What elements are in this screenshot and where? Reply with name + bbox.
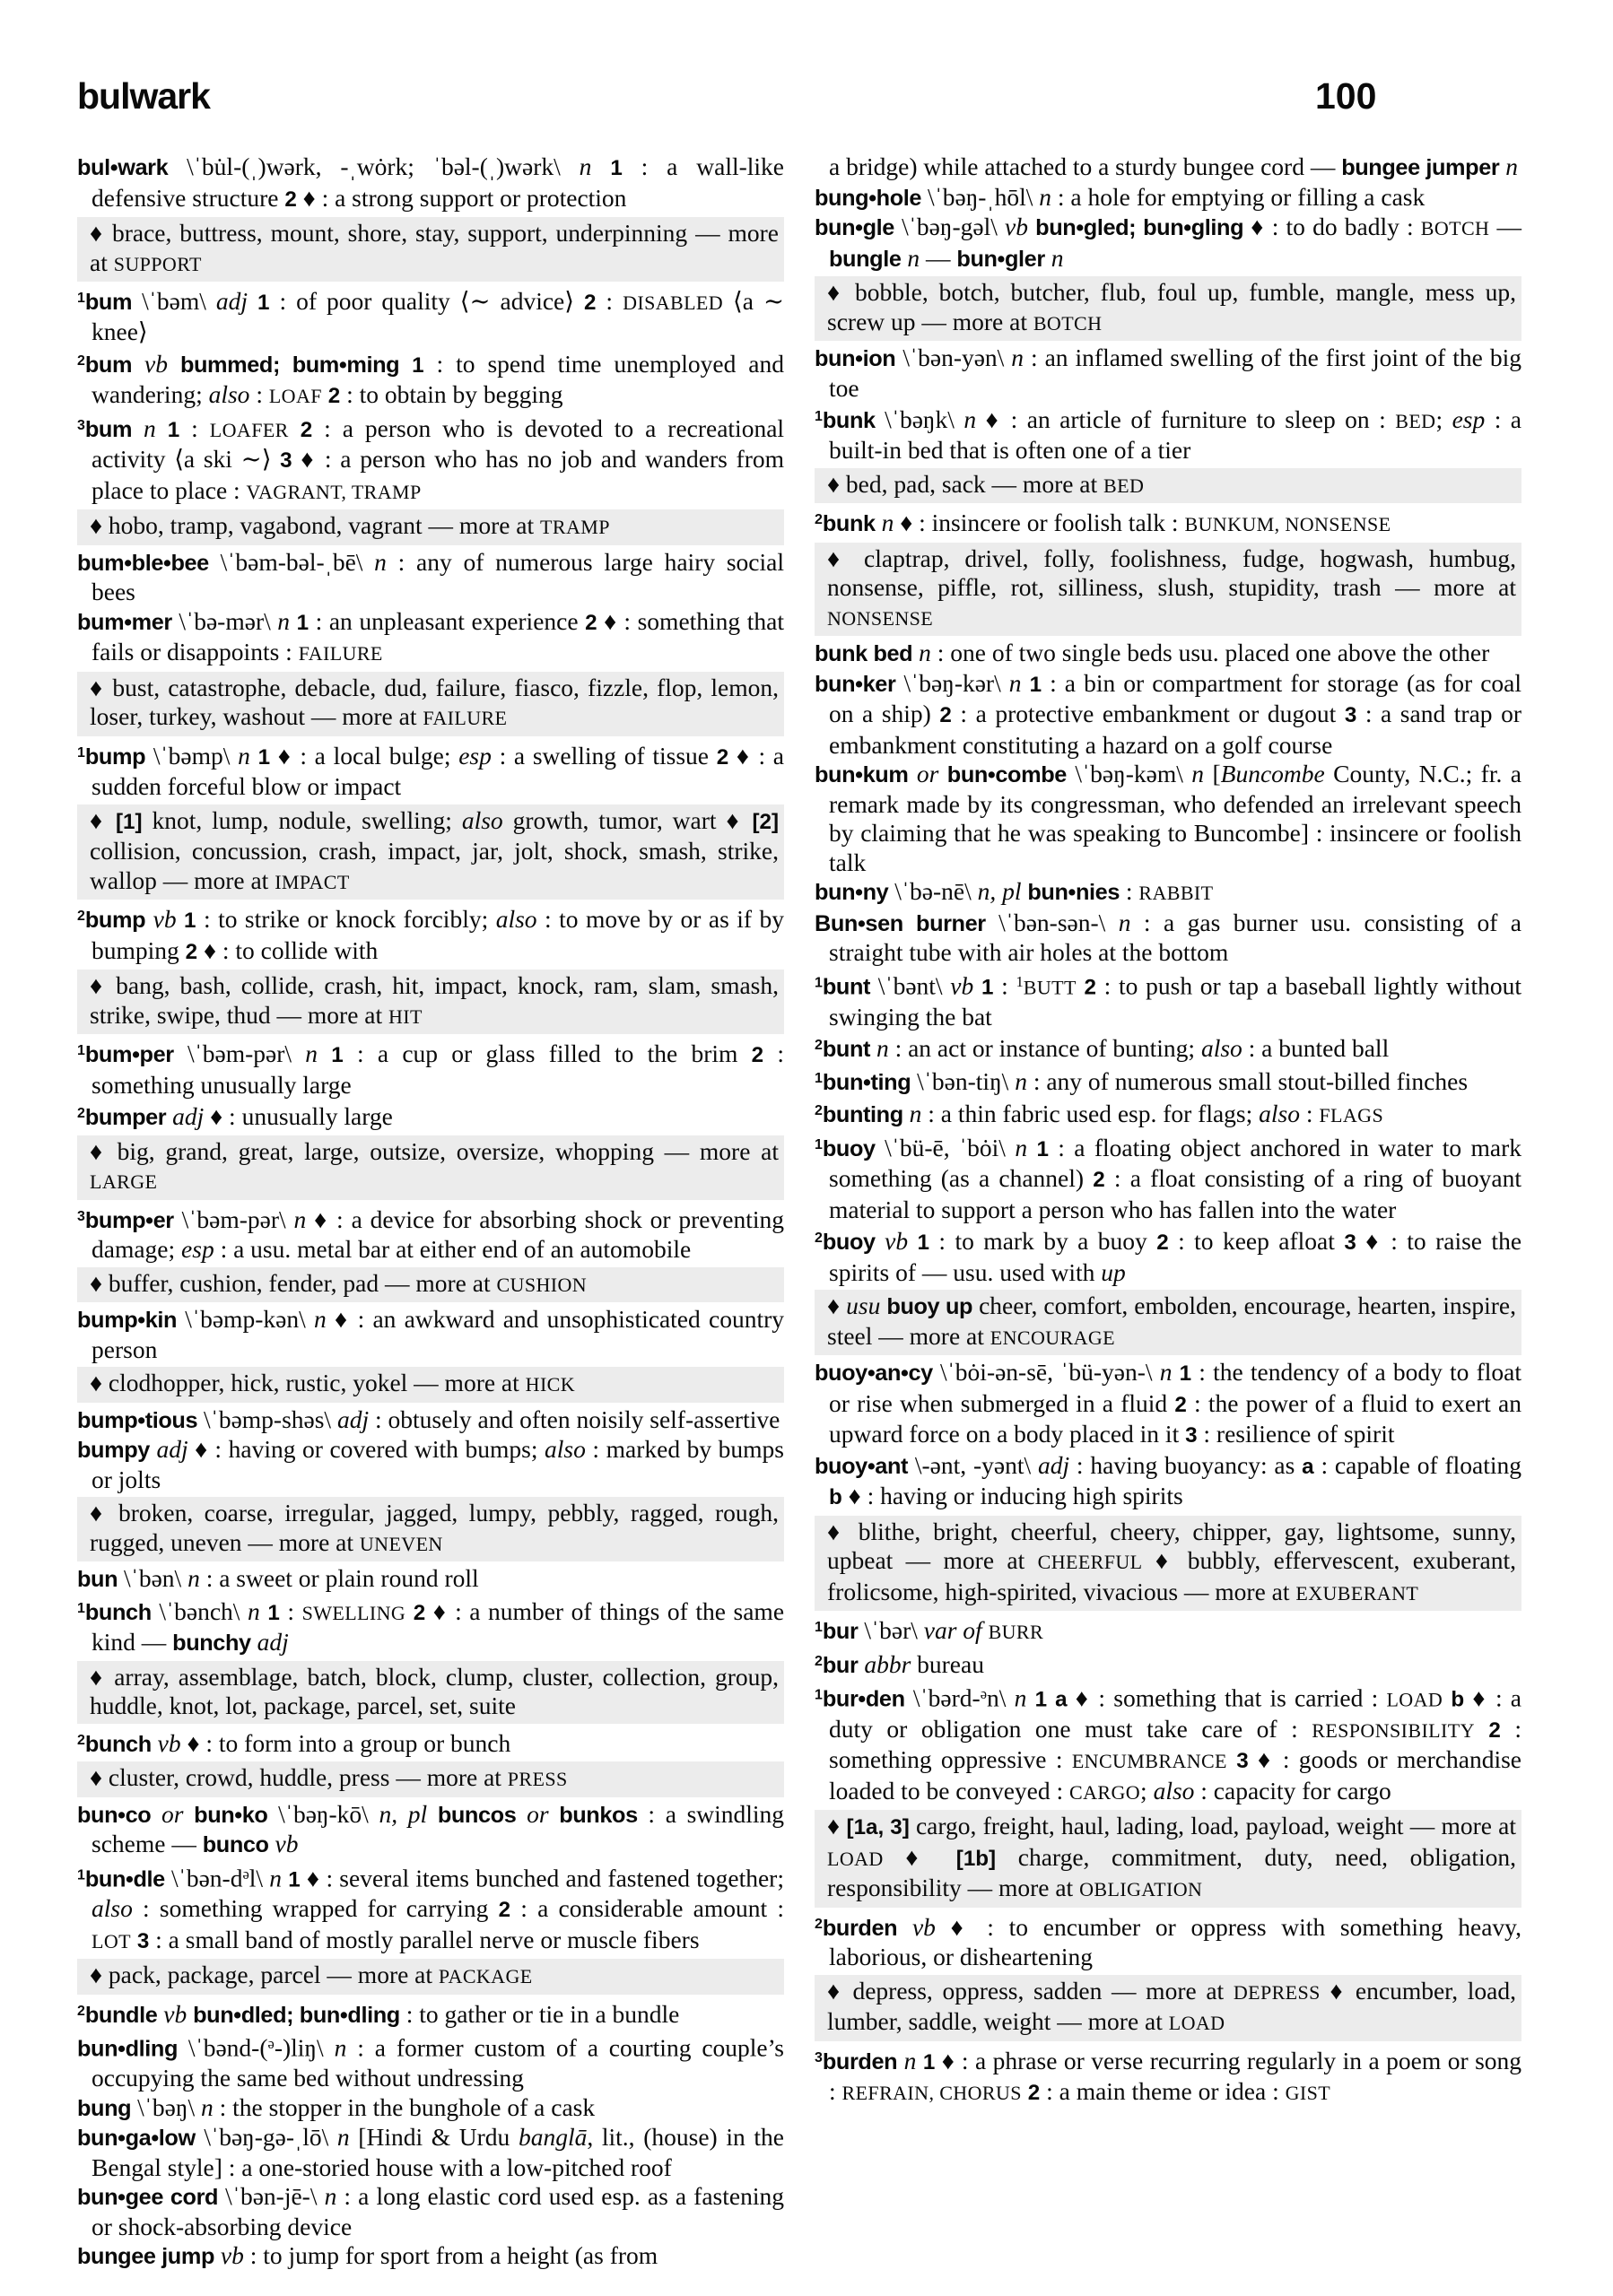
- synonym-paragraph: ♦ hobo, tramp, vagabond, vagrant — more at TRAMP: [77, 509, 784, 545]
- synonym-paragraph: ♦ bobble, botch, butcher, flub, foul up, fumble, mangle, mess up, screw up — more at BOTCH: [815, 276, 1521, 341]
- synonym-paragraph: ♦ clodhopper, hick, rustic, yokel — more at HICK: [77, 1367, 784, 1403]
- synonym-paragraph: ♦ broken, coarse, irregular, jagged, lumpy, pebbly, ragged, rough, rugged, uneven — more at UNEVEN: [77, 1497, 784, 1561]
- dictionary-entry: $^3$bum n 1 : LOAFER 2 : a person who is devoted to a recreational activity ⟨a ski ∼⟩ 3 ♦ : a person who has no job and wanders from place to place : VAGRANT, TRAMP: [77, 413, 785, 504]
- dictionary-entry: $^2$bunch vb ♦ : to form into a group or bunch: [77, 1728, 511, 1757]
- dictionary-entry: bun•dling \ˈbənd-($^ə$-)liŋ\ n : a former custom of a courting couple’s occupying the same bed without undressing: [77, 2033, 784, 2092]
- dictionary-entry: bunk bed n : one of two single beds usu. placed one above the other: [815, 639, 1490, 667]
- dictionary-entry: $^1$bunch \ˈbənch\ n 1 : SWELLING 2 ♦ : a number of things of the same kind — bunchy adj: [77, 1596, 785, 1657]
- dictionary-entry: bun•ga•low \ˈbəŋ-gə-ˌlō\ n [Hindi & Urdu banglā, lit., (house) in the Bengal style] : a one-storied house with a low-pitched roof: [77, 2123, 784, 2181]
- dictionary-entry: bung \ˈbəŋ\ n : the stopper in the bunghole of a cask: [77, 2092, 596, 2121]
- synonym-paragraph: ♦ big, grand, great, large, outsize, oversize, whopping — more at LARGE: [77, 1135, 784, 1200]
- page-header: [77, 75, 1521, 133]
- synonym-paragraph: ♦ blithe, bright, cheerful, cheery, chipper, gay, lightsome, sunny, upbeat — more at CHEERFUL ♦ bubbly, effervescent, exuberant, frolicsome, high-spirited, vivacious — more at EXUBERANT: [815, 1516, 1521, 1612]
- dictionary-entry: $^1$bun•ting \ˈbən-tiŋ\ n : any of numerous small stout-billed finches: [815, 1066, 1469, 1095]
- dictionary-entry: $^2$bunting n : a thin fabric used esp. for flags; also : FLAGS: [815, 1100, 1384, 1128]
- synonym-paragraph: ♦ usu buoy up cheer, comfort, embolden, encourage, hearten, inspire, steel — more at ENCOURAGE: [815, 1290, 1521, 1355]
- dictionary-entry: $^2$bumper adj ♦ : unusually large: [77, 1102, 393, 1131]
- dictionary-entry: buoy•an•cy \ˈbȯi-ən-sē, ˈbü-yən-\ n 1 : the tendency of a body to float or rise when submerged in a fluid 2 : the power of a fluid to exert an upward force on a body placed in it 3 : resilience of spirit: [815, 1358, 1522, 1448]
- synonym-paragraph: ♦ [1] knot, lump, nodule, swelling; also growth, tumor, wart ♦ [2] collision, concussion, crash, impact, jar, jolt, shock, smash, strike, wallop — more at IMPACT: [77, 804, 784, 900]
- dictionary-entry: $^2$bum vb bummed; bum•ming 1 : to spend time unemployed and wandering; also : LOAF 2 : to obtain by begging: [77, 349, 785, 409]
- dictionary-entry: $^2$bundle vb bun•dled; bun•dling : to gather or tie in a bundle: [77, 1999, 680, 2028]
- synonym-paragraph: ♦ bed, pad, sack — more at BED: [815, 468, 1521, 504]
- synonym-paragraph: ♦ buffer, cushion, fender, pad — more at CUSHION: [77, 1267, 784, 1303]
- dictionary-entry: $^1$bunt \ˈbənt\ vb 1 : $^1$BUTT 2 : to push or tap a baseball lightly without swinging the bat: [815, 971, 1522, 1031]
- dictionary-entry: bun•gle \ˈbəŋ-gəl\ vb bun•gled; bun•gling ♦ : to do badly : BOTCH — bungle n — bun•gler n: [815, 213, 1521, 272]
- left-column: [77, 152, 784, 2272]
- synonym-paragraph: ♦ depress, oppress, sadden — more at DEPRESS ♦ encumber, load, lumber, saddle, weight — more at LOAD: [815, 1975, 1521, 2041]
- synonym-paragraph: ♦ [1a, 3] cargo, freight, haul, lading, load, payload, weight — more at LOAD ♦ [1b] charge, commitment, duty, need, obligation, responsibility — more at OBLIGATION: [815, 1810, 1521, 1908]
- dictionary-entry: $^1$buoy \ˈbü-ē, ˈbȯi\ n 1 : a floating object anchored in water to mark something (as a channel) 2 : a float consisting of a ring of buoyant material to support a person who has fallen into the water: [815, 1133, 1522, 1223]
- entry-continuation: a bridge) while attached to a sturdy bungee cord — bungee jumper n: [829, 152, 1518, 180]
- synonym-paragraph: ♦ bang, bash, collide, crash, hit, impact, knock, ram, slam, smash, strike, swipe, thud — more at HIT: [77, 970, 784, 1034]
- dictionary-entry: $^1$bur \ˈbər\ var of BURR: [815, 1616, 1044, 1644]
- dictionary-entry: bum•mer \ˈbə-mər\ n 1 : an unpleasant experience 2 ♦ : something that fails or disappoints : FAILURE: [77, 606, 784, 666]
- dictionary-entry: $^2$bur abbr bureau: [815, 1649, 984, 1678]
- dictionary-entry: bum•ble•bee \ˈbəm-bəl-ˌbē\ n : any of numerous large hairy social bees: [77, 547, 784, 606]
- dictionary-entry: bumpy adj ♦ : having or covered with bumps; also : marked by bumps or jolts: [77, 1435, 785, 1493]
- dictionary-entry: bun•kum or bun•combe \ˈbəŋ-kəm\ n [Buncombe County, N.C.; fr. a remark made by its congressman, who defended an irrelevant speech by claiming that he was speaking to Buncombe] : insincere or foolish talk: [815, 760, 1521, 876]
- dictionary-entry: $^1$bum \ˈbəm\ adj 1 : of poor quality ⟨∼ advice⟩ 2 : DISABLED ⟨a ∼ knee⟩: [77, 286, 785, 346]
- dictionary-entry: bun•co or bun•ko \ˈbəŋ-kō\ n, pl buncos or bunkos : a swindling scheme — bunco vb: [77, 1799, 785, 1858]
- dictionary-entry: bun•gee cord \ˈbən-jē-\ n : a long elastic cord used esp. as a fastening or shock-absorbing device: [77, 2182, 784, 2240]
- dictionary-entry: $^3$bump•er \ˈbəm-pər\ n ♦ : a device for absorbing shock or preventing damage; esp : a usu. metal bar at either end of an automobile: [77, 1205, 784, 1264]
- dictionary-entry: $^2$burden vb ♦ : to encumber or oppress with something heavy, laborious, or disheartening: [815, 1912, 1521, 1971]
- synonym-paragraph: ♦ claptrap, drivel, folly, foolishness, fudge, hogwash, humbug, nonsense, piffle, rot, silliness, slush, stupidity, trash — more at NONSENSE: [815, 543, 1521, 637]
- dictionary-entry: Bun•sen burner \ˈbən-sən-\ n : a gas burner usu. consisting of a straight tube with air holes at the bottom: [815, 908, 1521, 967]
- page-number: 100: [1315, 75, 1377, 117]
- dictionary-entry: $^1$bur•den \ˈbərd-$^ə$n\ n 1 a ♦ : something that is carried : LOAD b ♦ : a duty or obligation one must take care of : RESPONSIBILITY 2 : something oppressive : ENCUMBRANCE 3 ♦ : goods or merchandise loaded to be conveyed : CARGO; also : capacity for cargo: [815, 1683, 1522, 1805]
- dictionary-entry: $^1$bunk \ˈbəŋk\ n ♦ : an article of furniture to sleep on : BED; esp : a built-in bed that is often one of a tier: [815, 404, 1521, 465]
- guide-word: bulwark: [77, 75, 210, 117]
- synonym-paragraph: ♦ brace, buttress, mount, shore, stay, support, underpinning — more at SUPPORT: [77, 217, 784, 282]
- dictionary-entry: $^3$burden n 1 ♦ : a phrase or verse recurring regularly in a poem or song : REFRAIN, CHORUS 2 : a main theme or idea : GIST: [815, 2046, 1522, 2106]
- dictionary-entry: bump•tious \ˈbəmp-shəs\ adj : obtusely and often noisily self-assertive: [77, 1405, 780, 1433]
- right-column: [815, 152, 1521, 2272]
- dictionary-entry: $^1$bump \ˈbəmp\ n 1 ♦ : a local bulge; esp : a swelling of tissue 2 ♦ : a sudden forceful blow or impact: [77, 741, 784, 801]
- dictionary-entry: bungee jump vb : to jump for sport from a height (as from: [77, 2241, 658, 2270]
- synonym-paragraph: ♦ pack, package, parcel — more at PACKAGE: [77, 1959, 784, 1995]
- dictionary-entry: bun•ker \ˈbəŋ-kər\ n 1 : a bin or compartment for storage (as for coal on a ship) 2 : a protective embankment or dugout 3 : a sand trap or embankment constituting a hazard on a golf course: [815, 668, 1521, 759]
- synonym-paragraph: ♦ cluster, crowd, huddle, press — more at PRESS: [77, 1761, 784, 1797]
- dictionary-entry: buoy•ant \-ənt, -yənt\ adj : having buoyancy: as a : capable of floating b ♦ : having or inducing high spirits: [815, 1450, 1521, 1510]
- dictionary-entry: bun \ˈbən\ n : a sweet or plain round roll: [77, 1564, 479, 1593]
- dictionary-entry: $^1$bum•per \ˈbəm-pər\ n 1 : a cup or glass filled to the brim 2 : something unusually large: [77, 1039, 785, 1099]
- dictionary-entry: bul•wark \ˈbu̇l-(ˌ)wərk, -ˌwȯrk; ˈbəl-(ˌ)wərk\ n 1 : a wall-like defensive structure 2 ♦ : a strong support or protection: [77, 152, 785, 212]
- dictionary-entry: bung•hole \ˈbəŋ-ˌhōl\ n : a hole for emptying or filling a cask: [815, 182, 1426, 211]
- dictionary-entry: $^2$buoy vb 1 : to mark by a buoy 2 : to keep afloat 3 ♦ : to raise the spirits of — usu. used with up: [815, 1227, 1522, 1286]
- synonym-paragraph: ♦ bust, catastrophe, debacle, dud, failure, fiasco, fizzle, flop, lemon, loser, turkey, washout — more at FAILURE: [77, 672, 784, 736]
- dictionary-entry: $^2$bunk n ♦ : insincere or foolish talk : BUNKUM, NONSENSE: [815, 509, 1391, 537]
- dictionary-entry: $^1$bun•dle $\backslash ˈbən-d^əl\backslash$ n 1 ♦ : several items bunched and fastened together; also : something wrapped for carrying 2 : a considerable amount : LOT 3 : a small band of mostly parallel nerve or muscle fibers: [77, 1863, 785, 1953]
- dictionary-entry: $^2$bump vb 1 : to strike or knock forcibly; also : to move by or as if by bumping 2 ♦ : to collide with: [77, 905, 785, 964]
- dictionary-entry: bun•ny \ˈbə-nē\ n, pl bun•nies : RABBIT: [815, 877, 1214, 906]
- text-columns: [77, 152, 1521, 2272]
- dictionary-entry: $^2$bunt n : an act or instance of bunting; also : a bunted ball: [815, 1034, 1390, 1063]
- dictionary-entry: bump•kin \ˈbəmp-kən\ n ♦ : an awkward and unsophisticated country person: [77, 1305, 784, 1363]
- synonym-paragraph: ♦ array, assemblage, batch, block, clump, cluster, collection, group, huddle, knot, lot, package, parcel, set, suite: [77, 1661, 784, 1724]
- dictionary-entry: bun•ion \ˈbən-yən\ n : an inflamed swelling of the first joint of the big toe: [815, 344, 1521, 402]
